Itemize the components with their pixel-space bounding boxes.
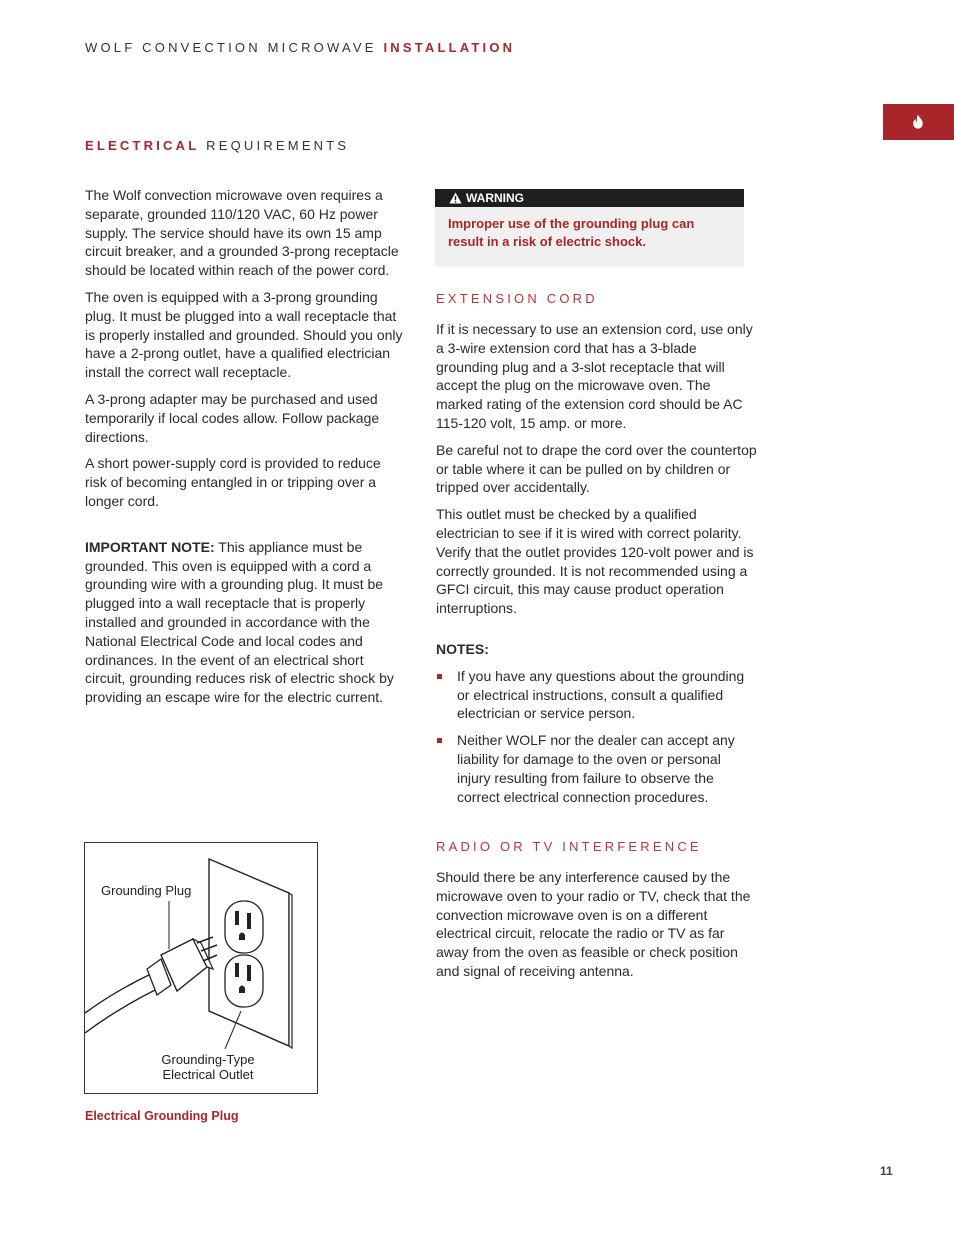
- warning-bar: [435, 189, 744, 207]
- paragraph: A short power-supply cord is provided to reduce risk of becoming entangled in or tripping over a longer cord.: [85, 455, 381, 509]
- paragraph: The oven is equipped with a 3-prong grounding plug. It must be plugged into a wall receptacle that is properly installed and grounded. Should you only have a 2-prong outlet, have a qualified electrician install the correct wall receptacle.: [85, 288, 403, 381]
- list-item: If you have any questions about the grounding or electrical instructions, consult a qualified electrician or service person.: [436, 667, 758, 723]
- outlet-label-line2: Electrical Outlet: [162, 1067, 254, 1082]
- paragraph: This outlet must be checked by a qualified electrician to see if it is wired with correct polarity. Verify that the outlet provides 120-volt power and is correctly grounded. It is not recommended using a GFCI circuit, this may cause product operation interruptions.: [436, 506, 754, 617]
- section-tab: [883, 104, 954, 140]
- interference-heading: RADIO OR TV INTERFERENCE: [436, 839, 702, 854]
- paragraph: Be careful not to drape the cord over the countertop or table where it can be pulled on by children or tripped over accidentally.: [436, 441, 757, 496]
- section-title-rest: REQUIREMENTS: [206, 138, 350, 153]
- warning-box: [435, 189, 744, 267]
- paragraph: A 3-prong adapter may be purchased and used temporarily if local codes allow. Follow package directions.: [85, 390, 380, 445]
- paragraph: If it is necessary to use an extension cord, use only a 3-wire extension cord that has a 3-blade grounding plug and a 3-slot receptacle that will accept the plug on the microwave oven. The marked rating of the extension cord should be AC 115-120 volt, 15 amp. or more.: [436, 321, 753, 431]
- flame-icon: [912, 114, 924, 129]
- list-item: Neither WOLF nor the dealer can accept any liability for damage to the oven or personal injury resulting from failure to observe the correct electrical connection procedures.: [436, 731, 758, 806]
- notes-list: [436, 667, 758, 807]
- extension-cord-body: [436, 320, 758, 814]
- section-title-accent: ELECTRICAL: [85, 138, 200, 153]
- figure-caption: Electrical Grounding Plug: [85, 1109, 239, 1123]
- important-note-text: This appliance must be grounded. This oven is equipped with a cord a grounding wire with a grounding plug. It must be plugged into a wall receptacle that is properly installed and grounded in accordance with the National Electrical Code and local codes and ordinances. In the event of an electrical short circuit, grounding reduces risk of electric shock by providing an escape wire for the electric current.: [85, 538, 394, 706]
- warning-text: Improper use of the grounding plug can result in a risk of electric shock.: [448, 216, 695, 249]
- outlet-label: [143, 1052, 273, 1082]
- section-title: [85, 138, 349, 153]
- left-column: [85, 186, 405, 715]
- important-note-label: IMPORTANT NOTE:: [85, 538, 215, 555]
- outlet-label-line1: Grounding-Type: [161, 1052, 255, 1067]
- notes-label: NOTES:: [436, 640, 489, 657]
- paragraph: Should there be any interference caused by the microwave oven to your radio or TV, check that the convection microwave oven is on a different electrical circuit, relocate the radio or TV as far away from the oven as feasible or check position and signal of receiving antenna.: [436, 869, 751, 979]
- important-note: [85, 538, 405, 707]
- running-header: [85, 40, 515, 55]
- warning-triangle-icon: [449, 192, 462, 204]
- paragraph: The Wolf convection microwave oven requires a separate, grounded 110/120 VAC, 60 Hz power supply. The service should have its own 15 amp circuit breaker, and a grounded 3-prong receptacle should be located within reach of the power cord.: [85, 187, 399, 279]
- interference-body: [436, 868, 758, 989]
- header-section: INSTALLATION: [383, 40, 516, 55]
- warning-label: WARNING: [466, 191, 524, 205]
- plug-label: Grounding Plug: [101, 883, 192, 898]
- header-title: WOLF CONVECTION MICROWAVE: [85, 40, 377, 55]
- page-number: 11: [880, 1164, 893, 1178]
- grounding-plug-figure: [84, 842, 318, 1094]
- extension-cord-heading: EXTENSION CORD: [436, 291, 598, 306]
